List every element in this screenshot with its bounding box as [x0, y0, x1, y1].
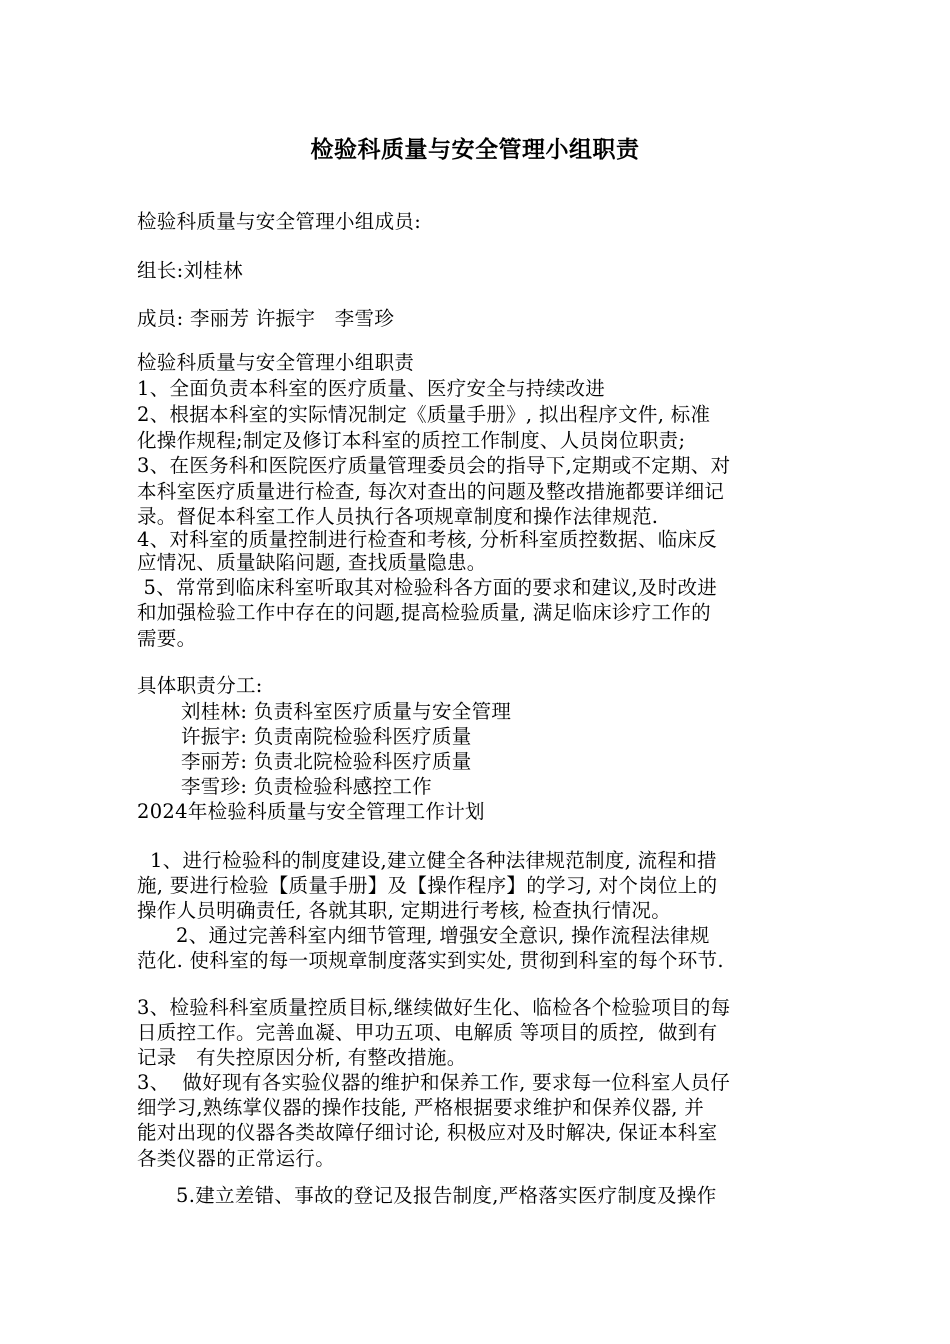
- duty-line: 4、对科室的质量控制进行检查和考核, 分析科室质控数据、临床反: [137, 528, 718, 551]
- division-line: 李丽芳: 负责北院检验科医疗质量: [181, 750, 472, 773]
- division-line: 刘桂林: 负责科室医疗质量与安全管理: [181, 700, 512, 723]
- plan-line: 5.建立差错、事故的登记及报告制度,严格落实医疗制度及操作: [137, 1184, 717, 1207]
- plan-line: 日质控工作。完善血凝、甲功五项、电解质 等项目的质控, 做到有: [137, 1021, 718, 1044]
- duty-line: 3、在医务科和医院医疗质量管理委员会的指导下,定期或不定期、对: [137, 454, 731, 477]
- plan-line: 操作人员明确责任, 各就其职, 定期进行考核, 检查执行情况。: [137, 899, 671, 922]
- division-line: 李雪珍: 负责检验科感控工作: [181, 775, 432, 798]
- plan-line: 1、进行检验科的制度建设,建立健全各种法律规范制度, 流程和措: [137, 849, 717, 872]
- division-line: 许振宇: 负责南院检验科医疗质量: [181, 725, 472, 748]
- members-line: 成员: 李丽芳 许振宇 李雪珍: [137, 307, 395, 330]
- plan-line: 能对出现的仪器各类故障仔细讨论, 积极应对及时解决, 保证本科室: [137, 1121, 718, 1144]
- plan-line: 2、通过完善科室内细节管理, 增强安全意识, 操作流程法律规: [137, 924, 710, 947]
- leader-line: 组长:刘桂林: [137, 259, 243, 282]
- duty-line: 5、常常到临床科室听取其对检验科各方面的要求和建议,及时改进: [137, 576, 718, 599]
- duty-line: 本科室医疗质量进行检查, 每次对查出的问题及整改措施都要详细记: [137, 480, 725, 503]
- members-heading: 检验科质量与安全管理小组成员:: [137, 210, 422, 233]
- division-heading: 具体职责分工:: [137, 674, 263, 697]
- plan-line: 3、检验科科室质量控质目标,继续做好生化、临检各个检验项目的每: [137, 996, 731, 1019]
- plan-line: 各类仪器的正常运行。: [137, 1147, 336, 1170]
- duty-line: 1、全面负责本科室的医疗质量、医疗安全与持续改进: [137, 377, 606, 400]
- duty-line: 录。督促本科室工作人员执行各项规章制度和操作法律规范.: [137, 505, 659, 528]
- plan-line: 施, 要进行检验【质量手册】及【操作程序】的学习, 对个岗位上的: [137, 874, 718, 897]
- document-title: 检验科质量与安全管理小组职责: [310, 137, 640, 163]
- plan-heading: 2024年检验科质量与安全管理工作计划: [137, 800, 485, 823]
- duty-line: 和加强检验工作中存在的问题,提高检验质量, 满足临床诊疗工作的: [137, 601, 711, 624]
- duty-line: 需要。: [137, 627, 197, 650]
- plan-line: 记录 有失控原因分析, 有整改措施。: [137, 1046, 467, 1069]
- plan-line: 3、 做好现有各实验仪器的维护和保养工作, 要求每一位科室人员仔: [137, 1071, 731, 1094]
- plan-line: 范化. 使科室的每一项规章制度落实到实处, 贯彻到科室的每个环节.: [137, 949, 724, 972]
- duty-line: 化操作规程;制定及修订本科室的质控工作制度、人员岗位职责;: [137, 429, 686, 452]
- plan-line: 细学习,熟练掌仪器的操作技能, 严格根据要求维护和保养仪器, 并: [137, 1096, 705, 1119]
- duty-line: 应情况、质量缺陷问题, 查找质量隐患。: [137, 551, 487, 574]
- duties-heading: 检验科质量与安全管理小组职责: [137, 351, 415, 374]
- duty-line: 2、根据本科室的实际情况制定《质量手册》, 拟出程序文件, 标准: [137, 403, 711, 426]
